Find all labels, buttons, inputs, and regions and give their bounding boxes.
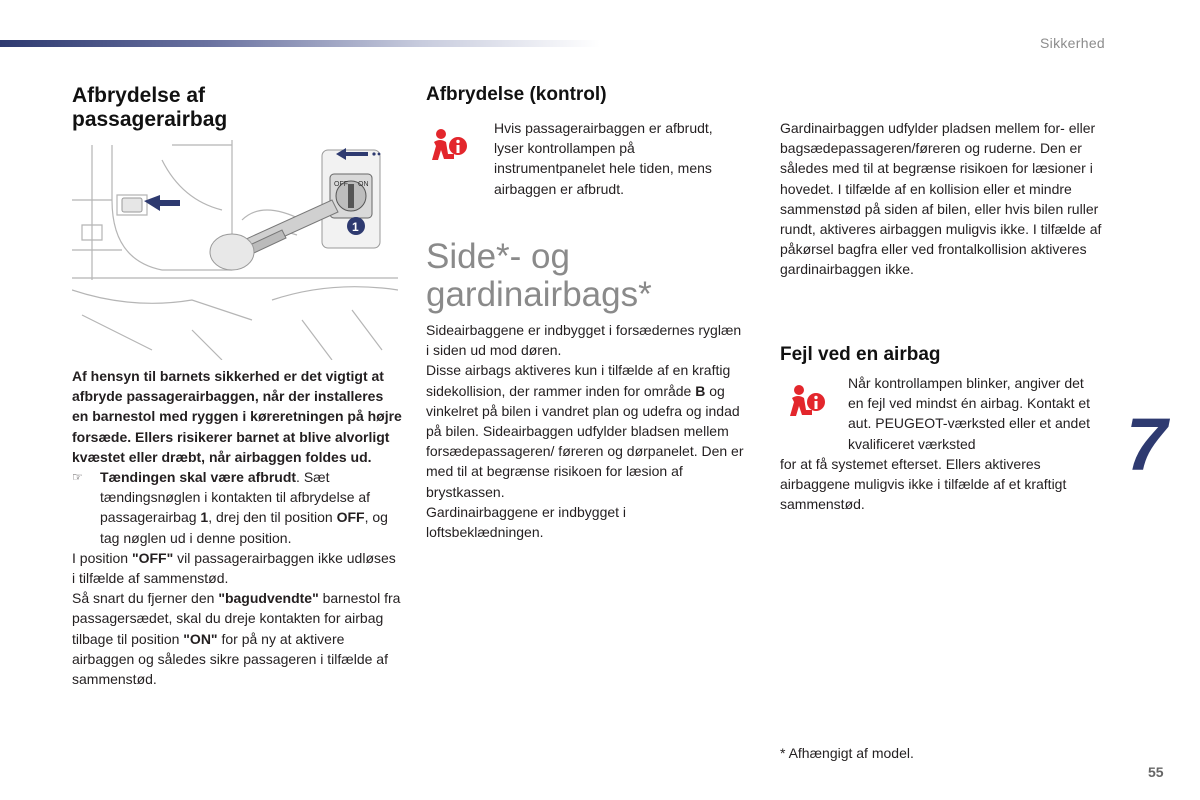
side-airbags-title-line1: Side*- og — [426, 237, 570, 276]
curtain-airbag-paragraph: Gardinairbaggen udfylder pladsen mellem for- eller bagsædepassageren/føreren og ruderne. Den er således med til at begrænse risikoen for læsioner i hovedet. I tilfælde af en kollision eller et mindre sammenstød på siden af bilen, eller hvis bilen ruller rundt, aktiveres airbaggen muligvis ikke. I tilfælde af påkørsel bagfra eller ved frontalkollision aktiveres gardinairbaggen ikke. — [780, 120, 1102, 278]
p2-b: "bagudvendte" — [218, 590, 319, 607]
p2-a: Så snart du fjerner den — [72, 590, 219, 607]
fault-heading-wrap — [780, 344, 1105, 366]
left-title — [72, 84, 402, 132]
header-gradient-bar — [0, 40, 600, 47]
right-body — [780, 118, 1105, 280]
fault-text: Når kontrollampen blinker, angiver det en fejl ved mindst én airbag. Kontakt et aut. PEUGEOT-værksted eller et andet kvalificeret værksted — [848, 375, 1091, 452]
svg-text:ON: ON — [358, 181, 369, 188]
control-heading: Afbrydelse (kontrol) — [426, 84, 607, 105]
side-airbag-p1: Sideairbaggene er indbygget i forsædernes ryglæn i siden ud mod døren. — [426, 322, 742, 359]
p2-e: for på ny at aktivere airbaggen og således sikre passageren i tilfælde af sammenstød. — [72, 630, 388, 688]
bullet-bold-2: 1 — [200, 509, 209, 526]
fault-text-continued: for at få systemet efterset. Ellers aktiveres airbaggene muligvis ikke i tilfælde af et kraftigt sammenstød. — [780, 456, 1067, 513]
bullet-text-1: . Sæt tændingsnøglen i kontakten til afbrydelse af passagerairbag — [100, 469, 371, 526]
svg-text:OFF: OFF — [334, 181, 348, 188]
child-safety-warning — [72, 366, 402, 467]
page-number: 55 — [1148, 764, 1164, 780]
section-label: Sikkerhed — [1040, 35, 1105, 51]
bullet-text — [100, 467, 402, 548]
side-airbags-title-line2: gardinairbags* — [426, 275, 652, 314]
mid-p2-a: Disse airbags aktiveres kun i tilfælde af en kraftig sidekollision, der rammer inden for område — [426, 362, 731, 399]
warning-bold-text: Af hensyn til barnets sikkerhed er det vigtigt at afbryde passagerairbaggen, når der installeres en barnestol med ryggen i køreretningen på højre forsæde. Ellers risikerer barnet at blive alvorligt kvæstet eller dræbt, når airbaggen foldes ud. — [72, 368, 402, 465]
control-text: Hvis passagerairbaggen er afbrudt, lyser kontrollampen på instrumentpanelet hele tiden, mens airbaggen er afbrudt. — [494, 120, 713, 197]
bullet-text-3: , og tag nøglen ud i denne position. — [100, 509, 388, 546]
side-airbag-p2 — [426, 360, 746, 501]
middle-heading-wrap — [426, 84, 756, 106]
p1-a: I position — [72, 549, 132, 566]
off-position-paragraph — [72, 548, 402, 588]
chapter-number: 7 — [1126, 403, 1168, 486]
mid-p2-b: B — [695, 382, 706, 399]
p1-b: "OFF" — [131, 549, 174, 566]
p2-c: barnestol fra passagersædet, skal du dreje kontakten for airbag tilbage til position — [72, 590, 401, 647]
p2-d: "ON" — [183, 630, 218, 647]
mid-p2-c: og vinkelret på bilen i vandret plan og udefra og indad på bilen. Sideairbaggen udfylder bladsen mellem forsædepassageren/ føreren og dørpanelet. Den er med til at begrænse risikoen for læsion af brystkassen. — [426, 382, 744, 500]
bullet-text-2: , drej den til position — [208, 509, 337, 526]
fault-text-wrap — [848, 373, 1098, 454]
dashboard-drawing — [72, 140, 398, 360]
airbag-fault-warning-icon — [786, 382, 828, 424]
big-title-wrap — [426, 238, 746, 314]
fault-text-cont-wrap — [780, 454, 1105, 515]
p1-c: vil passagerairbaggen ikke udløses i tilfælde af sammenstød. — [72, 549, 396, 587]
left-body — [72, 366, 402, 689]
left-title-line2: passagerairbag — [72, 108, 228, 131]
bullet-bold-3: OFF — [336, 509, 365, 526]
bullet-ignition — [72, 467, 402, 548]
side-airbag-p3: Gardinairbaggene er indbygget i loftsbeklædningen. — [426, 503, 627, 541]
footnote: * Afhængigt af model. — [780, 745, 914, 761]
airbag-off-warning-icon — [428, 126, 470, 168]
bullet-bold: Tændingen skal være afbrudt — [100, 469, 297, 486]
airbag-switch-illustration — [72, 140, 398, 360]
control-text-wrap — [494, 118, 744, 199]
hand-pointer-icon: ☞ — [72, 470, 83, 485]
callout-1: 1 — [352, 220, 359, 234]
fault-heading: Fejl ved en airbag — [780, 344, 941, 365]
reactivate-paragraph — [72, 588, 402, 689]
left-title-line1: Afbrydelse af — [72, 84, 206, 107]
middle-body — [426, 320, 746, 542]
